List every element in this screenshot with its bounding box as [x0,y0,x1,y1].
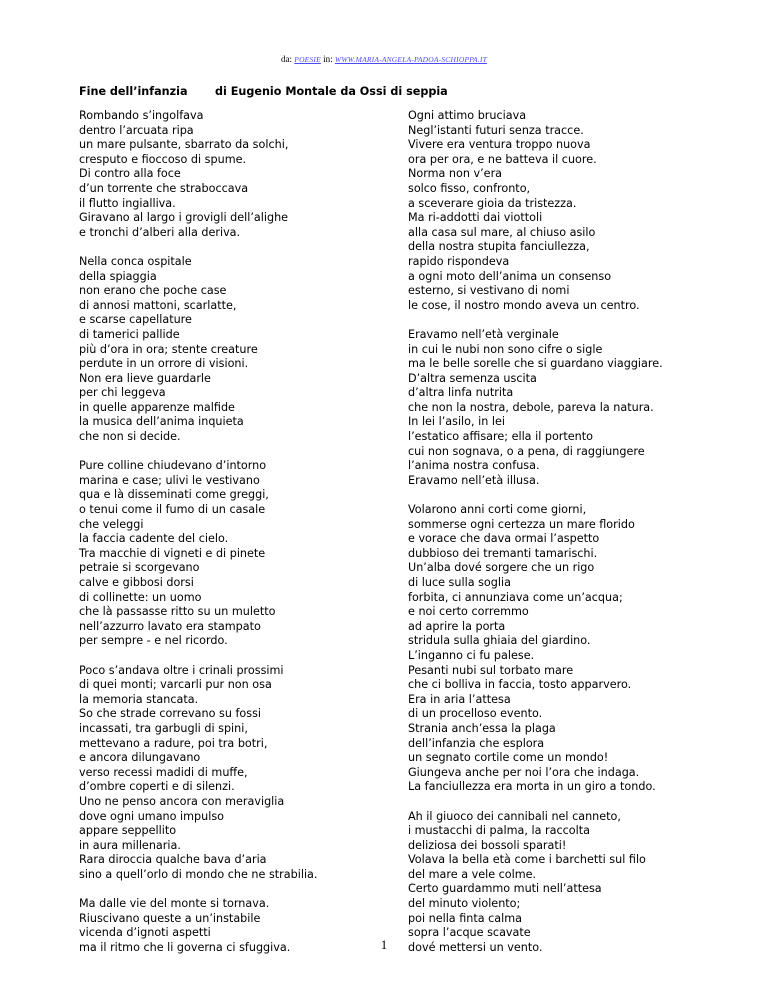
verse-line: Era in aria l’attesa [408,692,511,706]
verse-line: sopra l’acque scavate [408,926,531,940]
verse-line: cresputo e fioccoso di spume. [79,152,247,166]
verse-line: che veleggi [79,517,144,531]
verse-line: ad aprire la porta [408,619,506,633]
verse-line: d’un torrente che straboccava [79,181,249,195]
verse-line: che ci bolliva in faccia, tosto apparvero. [408,678,632,692]
verse-line: perdute in un orrore di visioni. [79,357,249,371]
verse-line: Volava la bella età come i barchetti sul filo [408,853,646,867]
verse-line: poi nella finta calma [408,911,523,925]
verse-line: Giravano al largo i grovigli dell’alighe [79,211,289,225]
verse-line: Strania anch’essa la plaga [408,721,556,735]
verse-line: la faccia cadente del cielo. [79,532,229,546]
verse-line: Rara diroccia qualche bava d’aria [79,853,267,867]
verse-line: Poco s’andava oltre i crinali prossimi [79,663,284,677]
verse-line: Ogni attimo bruciava [408,109,527,122]
verse-line: dove ogni umano impulso [79,809,225,823]
verse-line: per chi leggeva [79,386,166,400]
verse-line: stridula sulla ghiaia del giardino. [408,634,591,648]
verse-line: Tra macchie di vigneti e di pinete [79,546,266,560]
verse-line: esterno, si vestivano di nomi [408,284,570,298]
verse-line: marina e case; ulivi le vestivano [79,473,260,487]
left-column [79,109,379,970]
verse-line: Ma ri-addotti dai viottoli [408,211,543,225]
verse-line: nell’azzurro lavato era stampato [79,619,261,633]
verse-line: un segnato cortile come un mondo! [408,751,609,765]
verse-line: D’altra semenza uscita [408,371,537,385]
stanza [408,810,738,956]
verse-line: l’anima nostra confusa. [408,459,540,473]
verse-line: Ma dalle vie del monte si tornava. [79,897,270,911]
verse-line: a ogni moto dell’anima un consenso [408,269,612,283]
right-column [408,109,738,970]
verse-line: solco fisso, confronto, [408,181,531,195]
stanza [79,109,379,240]
verse-line: Ah il giuoco dei cannibali nel canneto, [408,809,621,823]
verse-line: che non si decide. [79,430,181,444]
verse-line: Pure colline chiudevano d’intorno [79,459,267,473]
verse-line: d’ombre coperti e di silenzi. [79,780,235,794]
verse-line: rapido rispondeva [408,254,510,268]
stanza [408,328,738,489]
stanza [408,109,738,313]
header-middle: in: [323,54,333,64]
verse-line: Volarono anni corti come giorni, [408,503,587,517]
verse-line: e tronchi d’alberi alla deriva. [79,225,241,239]
verse-line: deliziosa dei bossoli sparati! [408,838,567,852]
verse-line: mettevano a radure, poi tra botri, [79,736,268,750]
verse-line: dové mettersi un vento. [408,940,543,954]
verse-line: qua e là disseminati come greggi, [79,488,269,502]
stanza [79,459,379,649]
verse-line: Di contro alla foce [79,167,181,181]
verse-line: della nostra stupita fanciullezza, [408,240,590,254]
verse-line: che non la nostra, debole, pareva la natura. [408,400,654,414]
verse-line: L’inganno ci fu palese. [408,648,535,662]
verse-line: ma le belle sorelle che si guardano viaggiare. [408,357,663,371]
verse-line: vicenda d’ignoti aspetti [79,926,211,940]
verse-line: di collinette: un uomo [79,590,202,604]
verse-line: appare seppellito [79,824,177,838]
stanza [408,503,738,795]
verse-line: verso recessi madidi di muffe, [79,765,248,779]
verse-line: a sceverare gioia da tristezza. [408,196,577,210]
page-number: 1 [380,937,388,952]
verse-line: d’altra linfa nutrita [408,386,514,400]
verse-line: di annosi mattoni, scarlatte, [79,298,237,312]
verse-line: le cose, il nostro mondo aveva un centro. [408,298,640,312]
verse-line: di tamerici pallide [79,327,180,341]
verse-line: Riuscivano queste a un’instabile [79,911,261,925]
verse-line: Giungeva anche per noi l’ora che indaga. [408,765,640,779]
verse-line: la memoria stancata. [79,692,199,706]
verse-line: Certo guardammo muti nell’attesa [408,882,602,896]
verse-line: e noi certo corremmo [408,605,529,619]
verse-line: più d’ora in ora; stente creature [79,342,258,356]
poem-attribution: di Eugenio Montale da Ossi di seppia [215,85,448,98]
verse-line: Pesanti nubi sul torbato mare [408,663,574,677]
verse-line: un mare pulsante, sbarrato da solchi, [79,138,289,152]
verse-line: il flutto ingialliva. [79,196,176,210]
verse-line: La fanciullezza era morta in un giro a tondo. [408,780,656,794]
verse-line: sino a quell’orlo di mondo che ne strabilia. [79,867,318,881]
verse-line: e vorace che dava ormai l’aspetto [408,532,600,546]
verse-line: di un procelloso evento. [408,707,543,721]
verse-line: e scarse capellature [79,313,192,327]
verse-line: petraie si scorgevano [79,561,200,575]
poem-title: Fine dell’infanzia [79,85,188,98]
header-prefix: da: [281,54,293,64]
verse-line: incassati, tra garbugli di spini, [79,721,248,735]
verse-line: So che strade correvano su fossi [79,707,262,721]
verse-line: Un’alba dové sorgere che un rigo [408,561,595,575]
verse-line: In lei l’asilo, in lei [408,415,505,429]
verse-line: sommerse ogni certezza un mare florido [408,517,635,531]
verse-line: dentro l’arcuata ripa [79,123,194,137]
verse-line: Rombando s’ingolfava [79,109,204,122]
verse-line: in cui le nubi non sono cifre o sigle [408,342,603,356]
verse-line: Non era lieve guardarle [79,371,211,385]
verse-line: Negl’istanti futuri senza tracce. [408,123,584,137]
verse-line: dell’infanzia che esplora [408,736,545,750]
verse-line: di luce sulla soglia [408,576,511,589]
verse-line: in aura millenaria. [79,838,181,852]
verse-line: Uno ne penso ancora con meraviglia [79,794,285,808]
verse-line: Vivere era ventura troppo nuova [408,138,591,152]
verse-line: di quei monti; varcarli pur non osa [79,678,272,692]
verse-line: dubbioso dei tremanti tamarischi. [408,546,598,560]
verse-line: per sempre - e nel ricordo. [79,634,228,648]
website-link[interactable]: WWW.MARIA-ANGELA-PADOA-SCHIOPPA.IT [334,55,487,64]
verse-line: e ancora dilungavano [79,751,201,765]
verse-line: non erano che poche case [79,284,227,298]
verse-line: alla casa sul mare, al chiuso asilo [408,225,596,239]
stanza [79,255,379,445]
verse-line: del mare a vele colme. [408,867,537,881]
verse-line: calve e gibbosi dorsi [79,576,194,589]
verse-line: ma il ritmo che li governa ci sfuggiva. [79,940,291,954]
poesie-link[interactable]: POESIE [294,55,321,64]
verse-line: Eravamo nell’età illusa. [408,473,540,487]
verse-line: che là passasse ritto su un muletto [79,605,276,619]
verse-line: cui non sognava, o a pena, di raggiungere [408,444,645,458]
verse-line: del minuto violento; [408,897,521,911]
verse-line: forbita, ci annunziava come un’acqua; [408,590,623,604]
verse-line: Nella conca ospitale [79,254,192,268]
verse-line: Eravamo nell’età verginale [408,327,559,341]
verse-line: i mustacchi di palma, la raccolta [408,824,590,838]
verse-line: o tenui come il fumo di un casale [79,503,266,517]
verse-line: della spiaggia [79,269,157,283]
stanza [79,664,379,883]
verse-line: in quelle apparenze malfide [79,400,235,414]
verse-line: l’estatico affisare; ella il portento [408,430,594,444]
verse-line: Norma non v’era [408,167,503,181]
source-header [0,54,768,64]
verse-line: ora per ora, e ne batteva il cuore. [408,152,597,166]
verse-line: la musica dell’anima inquieta [79,415,244,429]
